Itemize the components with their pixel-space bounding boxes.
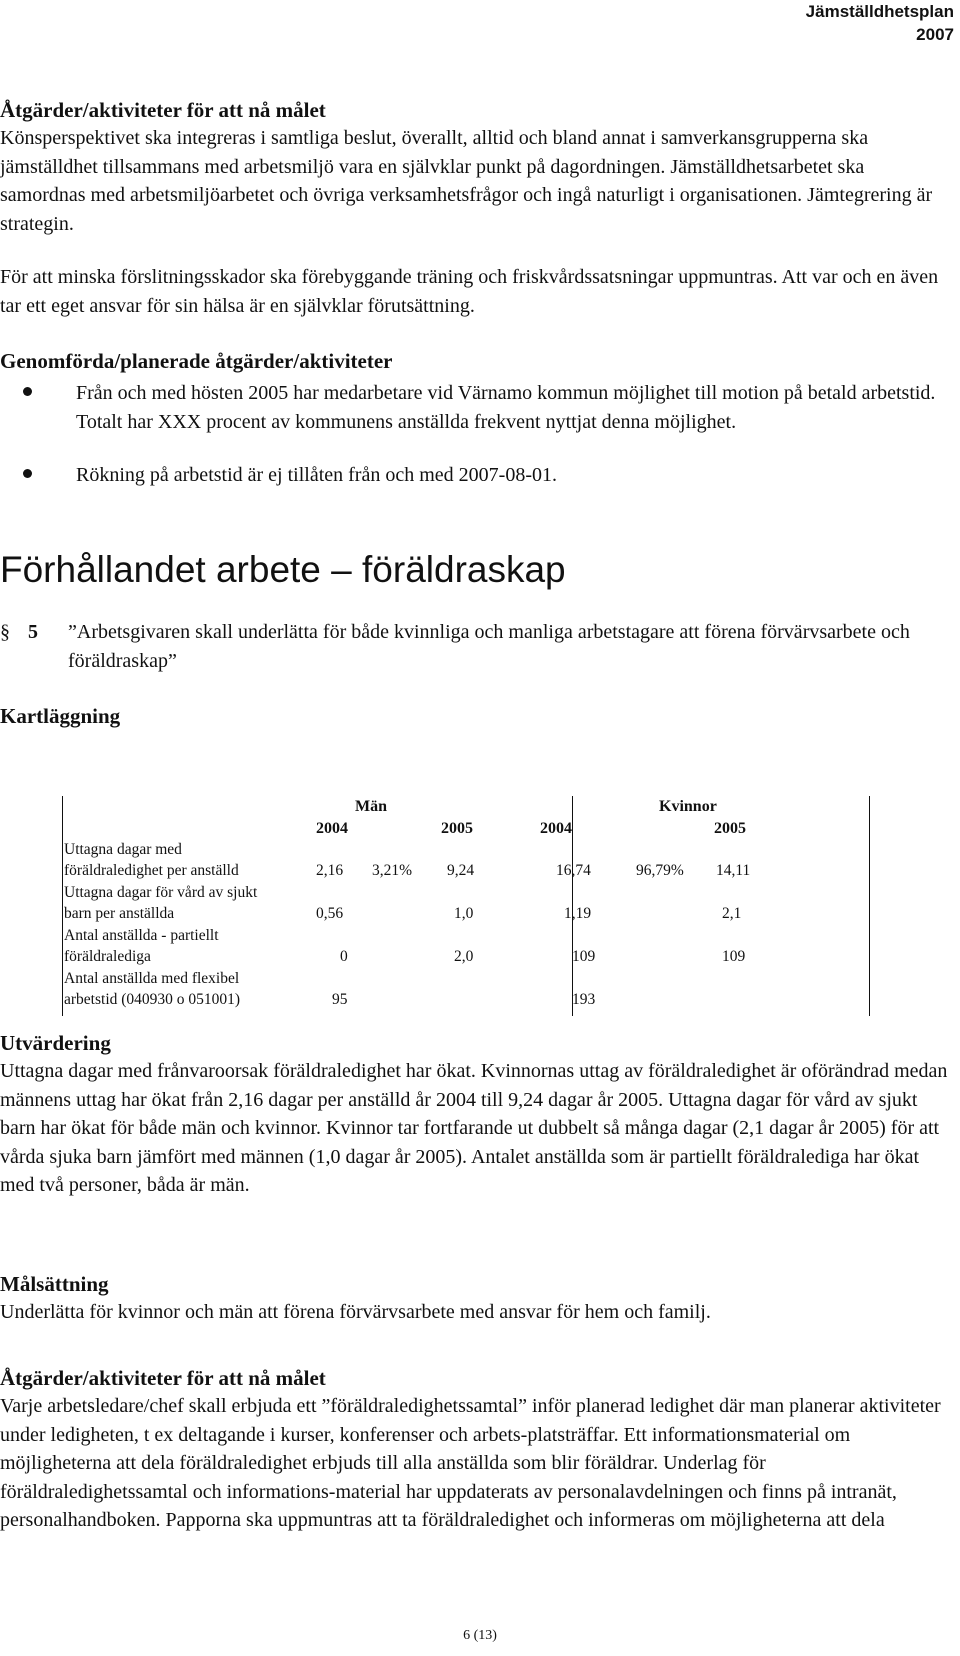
paragraph-number: 5: [28, 621, 38, 643]
section-heading-goal: Målsättning: [0, 1272, 109, 1296]
table-cell: 0: [340, 948, 348, 965]
measures-paragraph-1: Könsperspektivet ska integreras i samtliga beslut, överallt, alltid och bland annat i samverkansgrupperna ska jämställdhet tillsammans med arbetsmiljö vara en självklar punkt på dagordningen. Jämställdhetsarbetet ska samordnas med arbetsmiljöarbetet och övriga verksamhetsfrågor och ingå naturligt i organisationen. Jämtegrering är strategin.: [0, 127, 933, 235]
measures-paragraph-2: För att minska förslitningsskador ska förebyggande träning och friskvårdssatsningar uppmuntras. Att var och en även tar ett eget ansvar för sin hälsa är en självklar förutsättning.: [0, 266, 939, 317]
section-heading-actions: Åtgärder/aktiviteter för att nå målet: [0, 1366, 326, 1390]
actions-text: Varje arbetsledare/chef skall erbjuda ett ”föräldraledighetssamtal” inför planerad ledighet där man planerar aktiviteter under ledigheten, t ex deltagande i kurser, konferenser och arbets-platsträffar. Ett informationsmaterial om möjligheterna att dela föräldraledighet erbjuds till alla anställda som blir föräldrar. Underlag för föräldraledighetssamtal och informations-material har uppdaterats av personalavdelningen och finns på intranät, personalhandboken. Papporna ska uppmuntras att ta föräldraledighet och informeras om möjligheterna att dela: [0, 1395, 941, 1531]
table-cell: 3,21%: [372, 862, 413, 879]
row-label: Antal anställda - partiellt: [64, 927, 219, 944]
page-number: 6 (13): [463, 1628, 497, 1643]
goal-section: [0, 1270, 948, 1327]
chapter-title: Förhållandet arbete – föräldraskap: [0, 549, 566, 590]
row-label: Uttagna dagar med: [64, 841, 182, 858]
table-cell: 109: [722, 948, 746, 965]
row-label: arbetstid (040930 o 051001): [64, 991, 241, 1008]
table-cell: 2,1: [722, 905, 742, 922]
row-label: föräldralediga: [64, 948, 151, 965]
section-heading-measures: Åtgärder/aktiviteter för att nå målet: [0, 98, 326, 122]
table-cell: 96,79%: [636, 862, 684, 879]
statistics-table: [62, 796, 870, 1016]
section-heading-evaluation: Utvärdering: [0, 1031, 111, 1055]
group-header-women: Kvinnor: [659, 798, 717, 815]
year-header: 2004: [316, 820, 348, 837]
mapping-section: [0, 702, 948, 730]
table-cell: 193: [572, 991, 596, 1008]
paragraph-rule: [0, 618, 948, 676]
section-measures: [0, 96, 948, 238]
row-label: Antal anställda med flexibel: [64, 970, 240, 987]
year-header: 2005: [714, 820, 746, 837]
paragraph-sign: §: [0, 621, 10, 643]
section-measures-2: [0, 263, 948, 320]
row-label: barn per anställda: [64, 905, 175, 922]
row-label: föräldraledighet per anställd: [64, 862, 239, 879]
header-year: 2007: [916, 25, 954, 44]
bullet-text: Från och med hösten 2005 har medarbetare vid Värnamo kommun möjlighet till motion på betald arbetstid. Totalt har XXX procent av kommunens anställda frekvent nyttjat denna möjlighet.: [76, 382, 936, 433]
bullet-text: Rökning på arbetstid är ej tillåten från och med 2007-08-01.: [76, 464, 557, 486]
table-cell: 9,24: [447, 862, 475, 879]
evaluation-text: Uttagna dagar med frånvaroorsak föräldraledighet har ökat. Kvinnornas uttag av föräldraledighet är oförändrad medan männens uttag har ökat från 2,16 dagar per anställd år 2004 till 9,24 dagar år 2005. Uttagna dagar för vård av sjukt barn har ökat för både män och kvinnor. Kvinnor tar fortfarande ut dubbelt så många dagar (2,1 dagar år 2005) för att vårda sjuka barn jämfört med männen (1,0 dagar år 2005). Antalet anställda som är partiellt föräldralediga har ökat med två personer, båda är män.: [0, 1060, 948, 1196]
bullet-item: [0, 379, 948, 436]
table-cell: 1,19: [564, 905, 592, 922]
bullet-icon: [23, 469, 32, 478]
paragraph-text: ”Arbetsgivaren skall underlätta för både kvinnliga och manliga arbetstagare att förena förvärvsarbete och föräldraskap”: [68, 621, 910, 672]
page-header: [806, 0, 954, 46]
group-header-men: Män: [355, 798, 387, 815]
bullet-icon: [23, 387, 32, 396]
section-heading-mapping: Kartläggning: [0, 704, 121, 728]
year-header: 2004: [540, 820, 572, 837]
table-divider: [869, 796, 870, 1016]
header-title: Jämställdhetsplan: [805, 2, 954, 21]
goal-text: Underlätta för kvinnor och män att förena förvärvsarbete med ansvar för hem och familj.: [0, 1301, 711, 1323]
table-cell: 16,74: [556, 862, 591, 879]
actions-section: [0, 1364, 948, 1535]
section-completed-actions: [0, 347, 948, 490]
table-cell: 2,0: [454, 948, 474, 965]
bullet-list: [0, 379, 948, 490]
chapter-heading: [0, 548, 948, 592]
table-cell: 95: [332, 991, 348, 1008]
table-cell: 2,16: [316, 862, 344, 879]
bullet-item: [0, 461, 948, 490]
table-cell: 14,11: [716, 862, 751, 879]
evaluation-section: [0, 1029, 948, 1200]
table-cell: 109: [572, 948, 596, 965]
row-label: Uttagna dagar för vård av sjukt: [64, 884, 258, 901]
year-header: 2005: [441, 820, 473, 837]
table-cell: 1,0: [454, 905, 474, 922]
section-heading-completed: Genomförda/planerade åtgärder/aktiviteter: [0, 349, 393, 373]
table-cell: 0,56: [316, 905, 344, 922]
table-divider: [62, 796, 63, 1016]
